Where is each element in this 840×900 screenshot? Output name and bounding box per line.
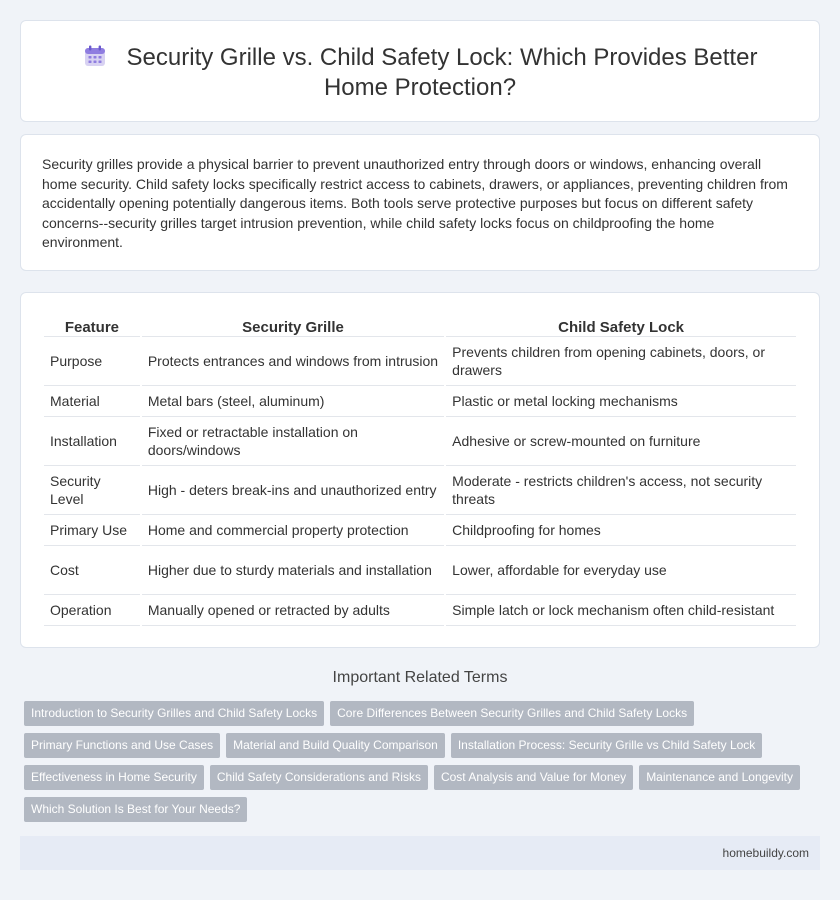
row-security-grille: Manually opened or retracted by adults xyxy=(142,595,444,626)
table-header-row xyxy=(44,315,796,337)
row-feature: Installation xyxy=(44,417,140,466)
table-row xyxy=(44,337,796,386)
row-feature: Purpose xyxy=(44,337,140,386)
row-child-safety-lock: Adhesive or screw-mounted on furniture xyxy=(446,417,796,466)
row-security-grille: Metal bars (steel, aluminum) xyxy=(142,386,444,417)
row-security-grille: Fixed or retractable installation on doors/windows xyxy=(142,417,444,466)
table-row xyxy=(44,386,796,417)
table-row xyxy=(44,515,796,546)
row-feature: Primary Use xyxy=(44,515,140,546)
related-term-tag[interactable]: Material and Build Quality Comparison xyxy=(226,733,445,758)
row-feature: Operation xyxy=(44,595,140,626)
footer xyxy=(20,836,820,870)
tag-row xyxy=(24,765,820,797)
row-feature: Material xyxy=(44,386,140,417)
intro-card xyxy=(20,134,820,271)
row-security-grille: High - deters break-ins and unauthorized entry xyxy=(142,466,444,515)
table-row xyxy=(44,595,796,626)
row-security-grille: Higher due to sturdy materials and installation xyxy=(142,546,444,595)
comparison-card xyxy=(20,292,820,648)
table-row xyxy=(44,417,796,466)
tag-row xyxy=(24,701,820,733)
column-header-child-safety-lock: Child Safety Lock xyxy=(446,315,796,337)
related-term-tag[interactable]: Installation Process: Security Grille vs Child Safety Lock xyxy=(451,733,762,758)
calendar-icon xyxy=(83,44,107,68)
row-child-safety-lock: Plastic or metal locking mechanisms xyxy=(446,386,796,417)
row-child-safety-lock: Simple latch or lock mechanism often child-resistant xyxy=(446,595,796,626)
row-child-safety-lock: Prevents children from opening cabinets, doors, or drawers xyxy=(446,337,796,386)
related-term-tag[interactable]: Child Safety Considerations and Risks xyxy=(210,765,428,790)
footer-site-link[interactable]: homebuildy.com xyxy=(722,846,809,860)
related-term-tag[interactable]: Which Solution Is Best for Your Needs? xyxy=(24,797,247,822)
related-term-tag[interactable]: Core Differences Between Security Grilles and Child Safety Locks xyxy=(330,701,694,726)
related-terms-title: Important Related Terms xyxy=(332,669,508,686)
comparison-table xyxy=(42,315,798,626)
tag-row xyxy=(24,797,820,829)
row-feature: Cost xyxy=(44,546,140,595)
related-terms-tags xyxy=(24,701,820,829)
related-term-tag[interactable]: Effectiveness in Home Security xyxy=(24,765,204,790)
page-title-wrap xyxy=(21,43,819,103)
row-feature: Security Level xyxy=(44,466,140,515)
intro-text: Security grilles provide a physical barrier to prevent unauthorized entry through doors or windows, enhancing overall home security. Child safety locks specifically restrict access to cabinets, drawers, or appliances, preventing children from accidentally opening potentially dangerous items. Both tools serve protective purposes but focus on different safety concerns--security grilles target intrusion prevention, while child safety locks focus on childproofing the home environment. xyxy=(42,156,788,250)
page-title: Security Grille vs. Child Safety Lock: Which Provides Better Home Protection? xyxy=(126,44,758,101)
related-term-tag[interactable]: Cost Analysis and Value for Money xyxy=(434,765,633,790)
related-term-tag[interactable]: Introduction to Security Grilles and Child Safety Locks xyxy=(24,701,324,726)
row-child-safety-lock: Lower, affordable for everyday use xyxy=(446,546,796,595)
row-security-grille: Protects entrances and windows from intrusion xyxy=(142,337,444,386)
row-child-safety-lock: Moderate - restricts children's access, not security threats xyxy=(446,466,796,515)
column-header-feature: Feature xyxy=(44,315,140,337)
related-term-tag[interactable]: Maintenance and Longevity xyxy=(639,765,800,790)
table-row xyxy=(44,546,796,595)
tag-row xyxy=(24,733,820,765)
row-child-safety-lock: Childproofing for homes xyxy=(446,515,796,546)
header-card xyxy=(20,20,820,122)
table-row xyxy=(44,466,796,515)
column-header-security-grille: Security Grille xyxy=(142,315,444,337)
row-security-grille: Home and commercial property protection xyxy=(142,515,444,546)
related-term-tag[interactable]: Primary Functions and Use Cases xyxy=(24,733,220,758)
